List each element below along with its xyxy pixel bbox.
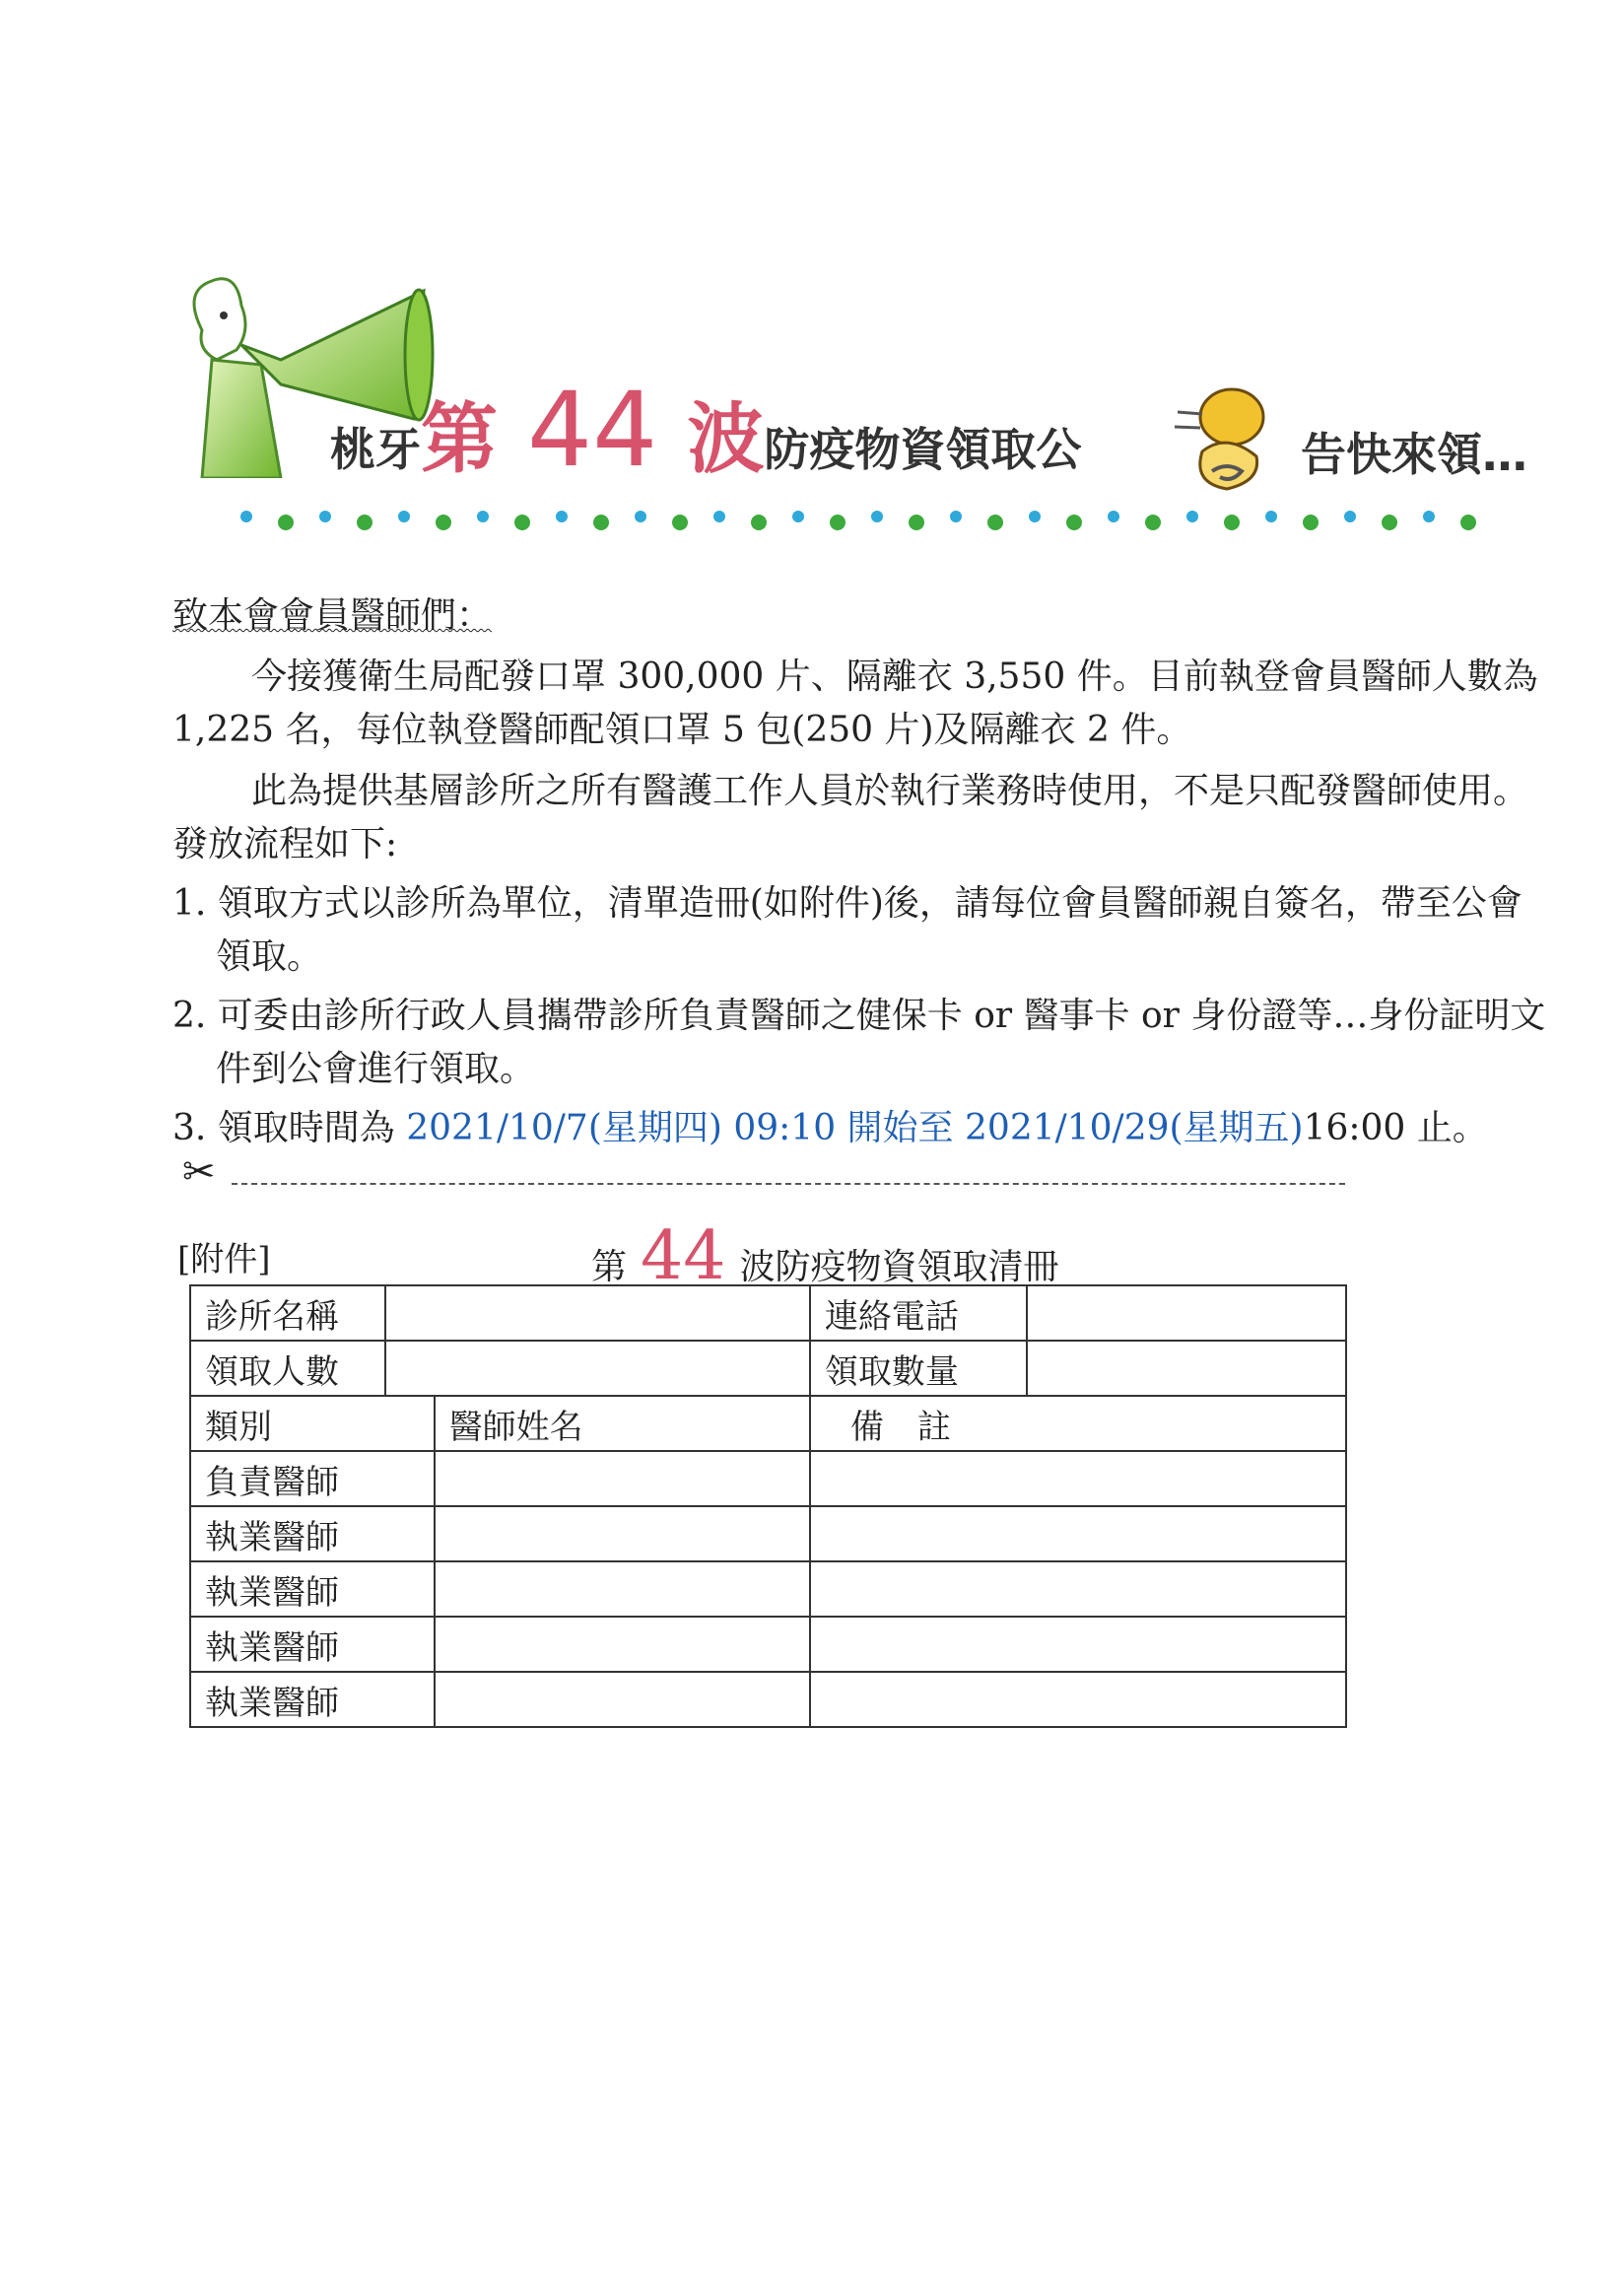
quantity-label: 領取數量 — [810, 1341, 1027, 1396]
people-label: 領取人數 — [190, 1341, 385, 1396]
decorative-dot — [909, 515, 924, 530]
phone-field[interactable] — [1027, 1285, 1346, 1341]
cut-line — [182, 1149, 1345, 1195]
process-item-2: 2. 可委由診所行政人員攜帶診所負責醫師之健保卡 or 醫事卡 or 身份證等…身份証明文件到公會進行領取。 — [172, 996, 1546, 1089]
register-title-suffix: 波防疫物資領取清冊 — [739, 1247, 1059, 1287]
decorative-dot — [751, 515, 767, 530]
doctor-name-cell[interactable] — [435, 1672, 810, 1727]
decorative-dot — [1066, 515, 1082, 530]
remark-cell[interactable] — [810, 1672, 1346, 1727]
decorative-dot — [713, 511, 725, 522]
decorative-dot — [240, 511, 252, 522]
clinic-name-field[interactable] — [385, 1285, 810, 1341]
decorative-dot — [278, 515, 294, 530]
doctor-name-cell[interactable] — [435, 1506, 810, 1561]
decorative-dot — [1303, 515, 1319, 530]
decorative-dot — [792, 511, 804, 522]
row-category: 執業醫師 — [190, 1617, 435, 1672]
decorative-dot — [987, 515, 1003, 530]
clinic-name-label: 診所名稱 — [190, 1285, 385, 1341]
remark-cell[interactable] — [810, 1506, 1346, 1561]
decorative-dot — [357, 515, 372, 530]
decorative-dots — [237, 505, 1488, 534]
quantity-field[interactable] — [1027, 1341, 1346, 1396]
row-category: 執業醫師 — [190, 1506, 435, 1561]
table-row — [190, 1506, 1346, 1561]
decorative-dot — [1265, 511, 1277, 522]
paragraph-2: 此為提供基層診所之所有醫護工作人員於執行業務時使用，不是只配發醫師使用。發放流程如下: — [172, 771, 1529, 864]
banner-main-title: 防疫物資領取公 — [764, 423, 1082, 476]
phone-label: 連絡電話 — [810, 1285, 1027, 1341]
decorative-dot — [319, 511, 331, 522]
decorative-dot — [1344, 511, 1356, 522]
decorative-dot — [950, 511, 962, 522]
decorative-dot — [635, 511, 646, 522]
decorative-dot — [672, 515, 688, 530]
remark-header: 備 註 — [810, 1396, 1346, 1451]
doctor-name-cell[interactable] — [435, 1617, 810, 1672]
table-row — [190, 1285, 1346, 1341]
attachment-label: [附件] — [177, 1240, 271, 1279]
table-row — [190, 1672, 1346, 1727]
banner-title — [330, 370, 1082, 490]
process-item-3 — [172, 1102, 1552, 1155]
table-row — [190, 1341, 1346, 1396]
people-field[interactable] — [385, 1341, 810, 1396]
banner-bo: 波 — [687, 395, 765, 484]
decorative-dot — [1423, 511, 1435, 522]
decorative-dot — [1145, 515, 1161, 530]
decorative-dot — [1460, 515, 1476, 530]
table-row — [190, 1617, 1346, 1672]
item3-end: 16:00 止。 — [1303, 1108, 1488, 1148]
item3-prefix: 3. 領取時間為 — [172, 1108, 407, 1148]
process-item-1: 1. 領取方式以診所為單位，清單造冊(如附件)後，請每位會員醫師親自簽名，帶至公會領取。 — [172, 883, 1522, 977]
decorative-dot — [477, 511, 489, 522]
register-table — [189, 1284, 1347, 1728]
dashed-divider — [232, 1183, 1345, 1185]
table-header-row — [190, 1396, 1346, 1451]
decorative-dot — [1382, 515, 1397, 530]
banner-di: 第 — [421, 395, 499, 484]
row-category: 執業醫師 — [190, 1561, 435, 1617]
decorative-dot — [436, 515, 451, 530]
remark-cell[interactable] — [810, 1561, 1346, 1617]
banner-title-end: 告快來領… — [1301, 428, 1527, 481]
table-row — [190, 1451, 1346, 1506]
doctor-name-header: 醫師姓名 — [435, 1396, 810, 1451]
remark-cell[interactable] — [810, 1617, 1346, 1672]
decorative-dot — [871, 511, 883, 522]
decorative-dot — [398, 511, 410, 522]
decorative-dot — [1224, 515, 1240, 530]
decorative-dot — [830, 515, 846, 530]
letter-body — [172, 589, 1552, 1155]
register-title-prefix: 第 — [591, 1247, 628, 1287]
cartoon-figure-icon — [1173, 373, 1281, 501]
row-category: 負責醫師 — [190, 1451, 435, 1506]
scissors-icon: ✂ — [182, 1149, 216, 1195]
decorative-dot — [593, 515, 609, 530]
doctor-name-cell[interactable] — [435, 1561, 810, 1617]
greeting: 致本會會員醫師們： — [172, 595, 493, 636]
banner-number: 44 — [527, 370, 658, 490]
doctor-name-cell[interactable] — [435, 1451, 810, 1506]
decorative-dot — [514, 515, 530, 530]
decorative-dot — [1029, 511, 1041, 522]
paragraph-1: 今接獲衛生局配發口罩 300,000 片、隔離衣 3,550 件。目前執登會員醫師人數為 1,225 名，每位執登醫師配領口罩 5 包(250 片)及隔離衣 2 件。 — [172, 656, 1538, 750]
decorative-dot — [1108, 511, 1119, 522]
decorative-dot — [1186, 511, 1198, 522]
row-category: 執業醫師 — [190, 1672, 435, 1727]
table-row — [190, 1561, 1346, 1617]
decorative-dot — [556, 511, 568, 522]
register-title-number: 44 — [641, 1217, 726, 1295]
remark-cell[interactable] — [810, 1451, 1346, 1506]
pickup-period: 2021/10/7(星期四) 09:10 開始至 2021/10/29(星期五) — [406, 1108, 1304, 1148]
banner-prefix: 桃牙 — [330, 423, 421, 476]
category-header: 類別 — [190, 1396, 435, 1451]
